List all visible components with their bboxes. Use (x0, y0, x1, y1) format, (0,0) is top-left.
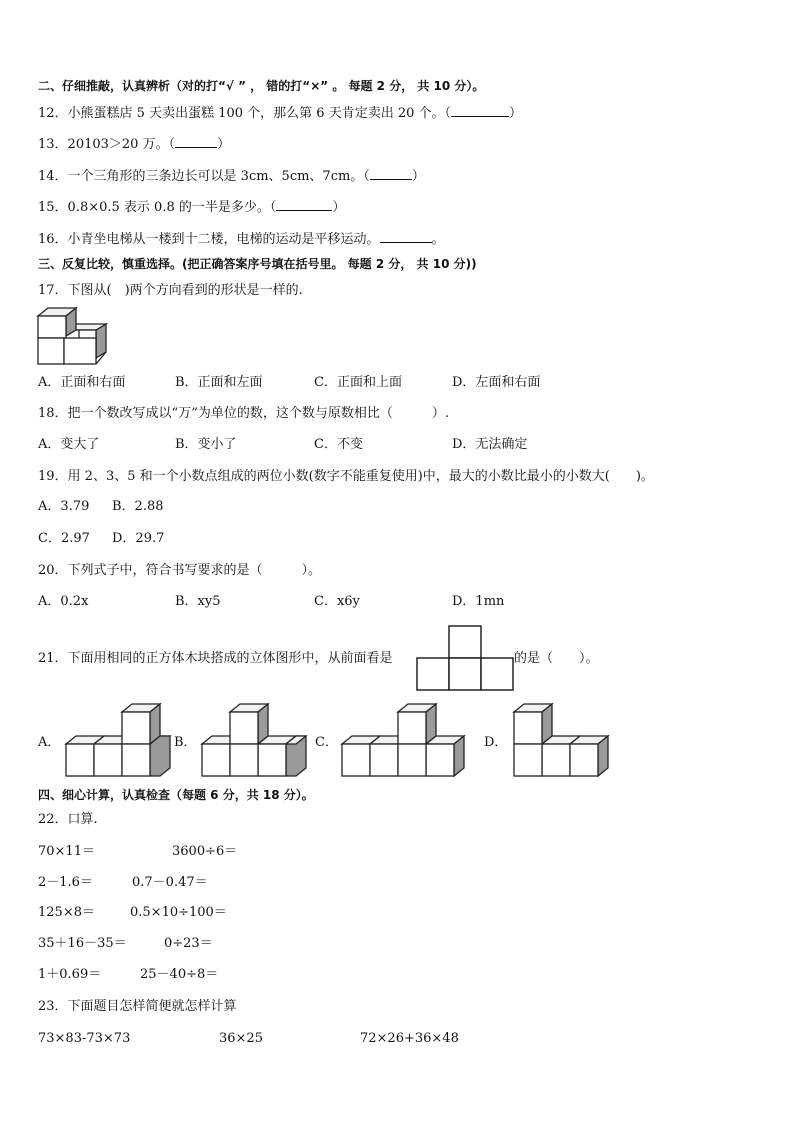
calc-item: 0.7－0.47＝ (132, 875, 208, 890)
question-19-text: 19．用 2、3、5 和一个小数点组成的两位小数(数字不能重复使用)中，最大的小数比最小的小数大( )。 (38, 469, 654, 484)
paren-close: ） (509, 106, 523, 121)
calc-item: 125×8＝ (38, 905, 95, 920)
question-14 (38, 168, 425, 185)
q21-option-d[interactable]: D． (484, 735, 508, 750)
section-3-heading: 三、反复比较，慎重选择。(把正确答案序号填在括号里。 每题 2 分， 共 10 分)) (38, 257, 477, 271)
q21-option-b[interactable]: B． (174, 735, 197, 750)
answer-blank-15[interactable] (276, 199, 332, 211)
simplify-item: 72×26+36×48 (360, 1031, 459, 1046)
period: 。 (431, 232, 445, 247)
q18-option-c[interactable]: C．不变 (314, 437, 363, 452)
question-18-text: 18．把一个数改写成以“万”为单位的数，这个数与原数相比（ ）. (38, 406, 449, 421)
question-14-text: 14．一个三角形的三条边长可以是 3cm、5cm、7cm。（ (38, 169, 370, 184)
q18-option-b[interactable]: B．变小了 (175, 437, 237, 452)
question-23-text: 23．下面题目怎样简便就怎样计算 (38, 999, 237, 1014)
q18-option-a[interactable]: A．变大了 (38, 437, 100, 452)
q19-option-c[interactable]: C．2.97 (38, 531, 90, 546)
calc-item: 1＋0.69＝ (38, 967, 102, 982)
question-15 (38, 199, 345, 216)
q17-option-a[interactable]: A．正面和右面 (38, 375, 126, 390)
q19-option-d[interactable]: D．29.7 (112, 531, 165, 546)
calc-item: 70×11＝ (38, 844, 95, 859)
question-12 (38, 105, 522, 122)
question-15-text: 15．0.8×0.5 表示 0.8 的一半是多少。（ (38, 200, 277, 215)
answer-blank-14[interactable] (370, 168, 412, 180)
question-12-text: 12．小熊蛋糕店 5 天卖出蛋糕 100 个，那么第 6 天肯定卖出 20 个。（ (38, 106, 451, 121)
q17-option-b[interactable]: B．正面和左面 (175, 375, 263, 390)
calc-item: 25－40÷8＝ (140, 967, 219, 982)
q17-option-c[interactable]: C．正面和上面 (314, 375, 402, 390)
question-16 (38, 231, 445, 248)
question-22-text: 22．口算. (38, 812, 98, 827)
calc-item: 0÷23＝ (164, 936, 213, 951)
q21-option-a-figure[interactable] (64, 702, 172, 780)
section-2-heading: 二、仔细推敲，认真辨析（对的打“√ ” ， 错的打“×” 。 每题 2 分， 共 10 分）。 (38, 79, 485, 93)
q17-option-d[interactable]: D．左面和右面 (452, 375, 541, 390)
paren-close: ） (411, 169, 425, 184)
question-21-text-before: 21．下面用相同的正方体木块搭成的立体图形中，从前面看是 (38, 651, 393, 666)
paren-close: ） (217, 137, 231, 152)
q19-option-a[interactable]: A．3.79 (38, 499, 90, 514)
q21-option-a[interactable]: A． (38, 735, 61, 750)
q21-option-d-figure[interactable] (512, 702, 616, 780)
q20-option-b[interactable]: B．xy5 (175, 594, 221, 609)
paren-close: ） (332, 200, 346, 215)
answer-blank-16[interactable] (380, 231, 432, 243)
answer-blank-12[interactable] (451, 105, 509, 117)
q20-option-a[interactable]: A．0.2x (38, 594, 89, 609)
question-21-text-after: 的是（ ）。 (514, 651, 599, 666)
q20-option-d[interactable]: D．1mn (452, 594, 505, 609)
question-13 (38, 136, 230, 153)
calc-item: 2－1.6＝ (38, 875, 93, 890)
q19-option-b[interactable]: B．2.88 (112, 499, 164, 514)
question-17-cube-figure (36, 306, 110, 368)
q21-option-c[interactable]: C． (315, 735, 338, 750)
question-16-text: 16．小青坐电梯从一楼到十二楼，电梯的运动是平移运动。 (38, 232, 380, 247)
calc-item: 3600÷6＝ (172, 844, 238, 859)
simplify-item: 73×83-73×73 (38, 1031, 131, 1046)
question-17-text: 17．下图从( )两个方向看到的形状是一样的. (38, 283, 303, 298)
question-13-text: 13．20103＞20 万。（ (38, 137, 176, 152)
q20-option-c[interactable]: C．x6y (314, 594, 360, 609)
q21-option-b-figure[interactable] (200, 702, 308, 780)
q18-option-d[interactable]: D．无法确定 (452, 437, 528, 452)
calc-item: 0.5×10÷100＝ (130, 905, 227, 920)
question-21-front-view-figure (416, 625, 514, 691)
calc-item: 35＋16－35＝ (38, 936, 127, 951)
simplify-item: 36×25 (219, 1031, 263, 1046)
section-4-heading: 四、细心计算，认真检查（每题 6 分，共 18 分）。 (38, 788, 314, 802)
q21-option-c-figure[interactable] (340, 702, 470, 780)
answer-blank-13[interactable] (175, 136, 217, 148)
question-20-text: 20．下列式子中，符合书写要求的是（ ）。 (38, 563, 322, 578)
